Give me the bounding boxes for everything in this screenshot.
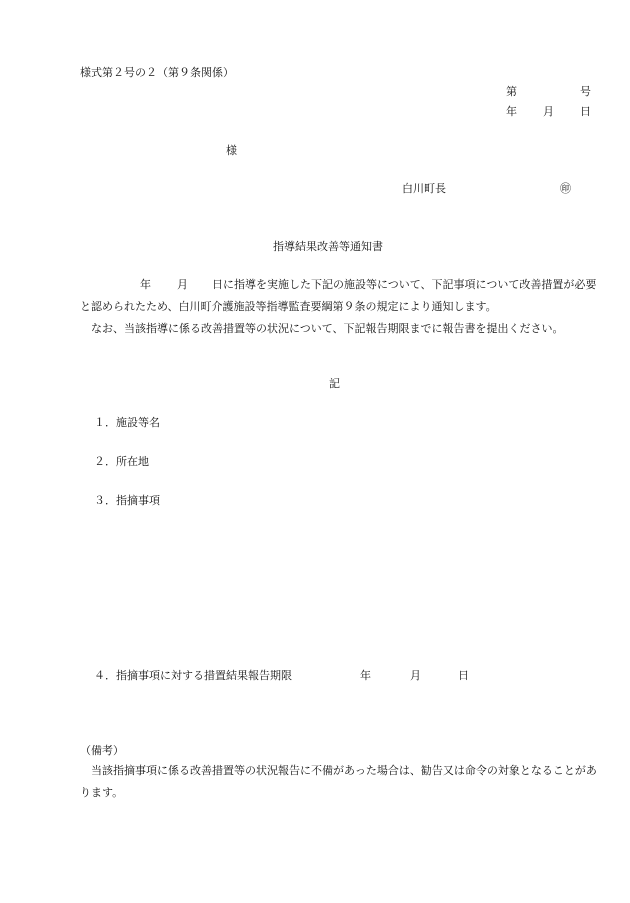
body-paragraph-1: 日に指導を実施した下記の施設等について、下記事項について改善措置が必要と認められたため、白川町介護施設等指導監査要綱第９条の規定により通知します。 [80,278,597,313]
document-title: 指導結果改善等通知書 [273,240,383,253]
body-paragraph-2: なお、当該指導に係る改善措置等の状況について、下記報告期限までに報告書を提出ください。 [91,322,564,335]
item-findings: ３．指摘事項 [94,494,160,507]
notes-heading: （備考） [80,744,124,757]
item-address: ２．所在地 [94,455,149,468]
doc-number-prefix: 第 [506,85,517,98]
body-year: 年 [140,278,151,291]
deadline-day: 日 [458,669,469,682]
item-report-deadline: ４．指摘事項に対する措置結果報告期限 [94,669,292,682]
date-year: 年 [506,105,517,118]
doc-number-suffix: 号 [580,85,591,98]
body-month: 月 [177,278,188,291]
ki-heading: 記 [329,377,340,390]
sender-title: 白川町長 [402,182,446,195]
form-number: 様式第２号の２（第９条関係） [80,66,234,79]
notes-text: 当該指摘事項に係る改善措置等の状況報告に不備があった場合は、勧告又は命令の対象となることがあります。 [80,764,597,799]
addressee-honorific: 様 [226,144,237,157]
deadline-month: 月 [410,669,421,682]
item-facility-name: １．施設等名 [94,416,160,429]
deadline-year: 年 [360,669,371,682]
seal-mark: ㊞ [560,182,571,195]
date-month: 月 [543,105,554,118]
date-day: 日 [580,105,591,118]
